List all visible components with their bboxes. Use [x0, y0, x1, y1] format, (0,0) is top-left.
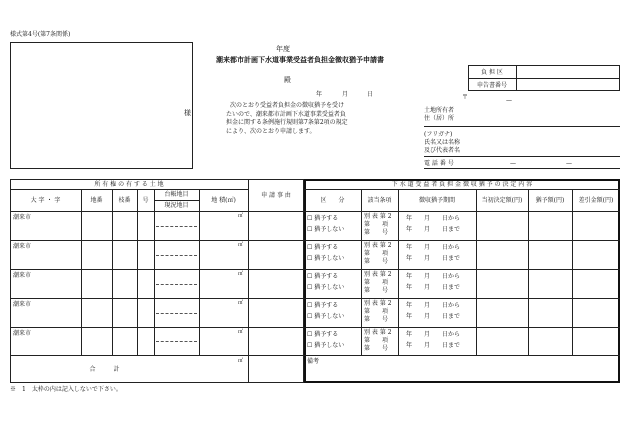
period-from: 年 月 日から: [406, 273, 461, 280]
residence-label: 住（居）所: [424, 115, 455, 122]
article-line-3: 第 号: [364, 287, 389, 294]
date-month: 月: [342, 91, 349, 98]
article-line-2: 第 項: [364, 279, 389, 286]
col-net: 差引金額(円): [578, 197, 614, 204]
date-year: 年: [316, 91, 323, 98]
addressee-label: 殿: [284, 76, 291, 84]
article-line-1: 別 表 第 2: [364, 300, 392, 307]
article-line-3: 第 号: [364, 345, 389, 352]
period-to: 年 月 日まで: [406, 284, 461, 291]
intro-text: 次のとおり受益者負担金の徴収猶予を受け たいので、潮来都市計画下水道事業受益者負 担金に関する条例施行規則第7条第2項の規定 により、次のとおり申請します。: [226, 102, 348, 135]
row-unit: ㎡: [238, 242, 244, 248]
col-initial: 当初決定額(円): [481, 197, 523, 204]
row-unit: ㎡: [238, 329, 244, 335]
stamp-box: [10, 42, 193, 169]
option-no-defer[interactable]: ☐ 猶予しない: [307, 284, 345, 291]
option-defer[interactable]: ☐ 猶予する: [307, 244, 339, 251]
article-line-3: 第 号: [364, 258, 389, 265]
land-group-header: 所 有 権 の 有 す る 土 地: [94, 181, 164, 188]
article-line-2: 第 項: [364, 250, 389, 257]
sama-label: 様: [184, 109, 191, 117]
article-line-1: 別 表 第 2: [364, 213, 392, 220]
article-line-1: 別 表 第 2: [364, 242, 392, 249]
period-to: 年 月 日まで: [406, 313, 461, 320]
row-unit: ㎡: [238, 271, 244, 277]
form-code: 様式第4号(第7条関係): [10, 31, 71, 38]
period-to: 年 月 日まで: [406, 255, 461, 262]
period-from: 年 月 日から: [406, 331, 461, 338]
col-deferred: 猶予額(円): [535, 197, 565, 204]
row-unit: ㎡: [238, 213, 244, 219]
option-defer[interactable]: ☐ 猶予する: [307, 331, 339, 338]
article-line-1: 別 表 第 2: [364, 329, 392, 336]
col-period: 徴収猶予期間: [418, 197, 455, 204]
col-chiban: 地番: [90, 197, 103, 204]
option-no-defer[interactable]: ☐ 猶予しない: [307, 226, 345, 233]
furigana-label: (フリガナ): [424, 131, 453, 138]
period-to: 年 月 日まで: [406, 226, 461, 233]
col-current: 現況地目: [164, 202, 189, 209]
year-label: 年度: [276, 45, 290, 53]
name-label: 氏名又は名称: [424, 139, 461, 146]
article-line-2: 第 項: [364, 221, 389, 228]
land-owner-label: 土地所有者: [424, 107, 455, 114]
total-unit: ㎡: [238, 358, 244, 364]
option-no-defer[interactable]: ☐ 猶予しない: [307, 313, 345, 320]
postal-dash: —: [506, 97, 512, 104]
row-city: 潮来市: [13, 214, 32, 221]
period-from: 年 月 日から: [406, 215, 461, 222]
col-area: 地 積(㎡): [211, 197, 236, 204]
row-unit: ㎡: [238, 300, 244, 306]
col-article: 該当条項: [367, 197, 392, 204]
option-defer[interactable]: ☐ 猶予する: [307, 215, 339, 222]
article-line-2: 第 項: [364, 337, 389, 344]
option-no-defer[interactable]: ☐ 猶予しない: [307, 255, 345, 262]
article-line-3: 第 号: [364, 316, 389, 323]
col-kubun: 区 分: [320, 197, 345, 204]
postal-mark: 〒: [462, 94, 469, 101]
col-edaban: 枝番: [118, 197, 131, 204]
remarks-label: 備考: [307, 358, 320, 365]
date-day: 日: [367, 91, 374, 98]
phone-dash-2: —: [566, 160, 572, 167]
col-aza: 大 字 ・ 字: [30, 197, 61, 204]
col-reason: 申 請 事 由: [261, 192, 291, 199]
article-line-3: 第 号: [364, 229, 389, 236]
col-ledger: 台帳地目: [164, 191, 189, 198]
row-city: 潮来市: [13, 272, 32, 279]
total-label: 合 計: [89, 366, 120, 373]
period-from: 年 月 日から: [406, 244, 461, 251]
option-defer[interactable]: ☐ 猶予する: [307, 273, 339, 280]
article-line-1: 別 表 第 2: [364, 271, 392, 278]
district-label: 負 担 区: [481, 69, 503, 76]
phone-dash-1: —: [510, 160, 516, 167]
footnote: ※ 1 太枠の内は記入しないで下さい。: [10, 386, 122, 393]
option-defer[interactable]: ☐ 猶予する: [307, 302, 339, 309]
phone-label: 電 話 番 号: [424, 160, 454, 167]
rep-label: 及び代表者名: [424, 147, 461, 154]
row-city: 潮来市: [13, 330, 32, 337]
period-from: 年 月 日から: [406, 302, 461, 309]
row-city: 潮来市: [13, 243, 32, 250]
col-go: 号: [142, 197, 149, 204]
article-line-2: 第 項: [364, 308, 389, 315]
land-table: [10, 179, 304, 383]
report-no-label: 申告書番号: [476, 82, 507, 89]
option-no-defer[interactable]: ☐ 猶予しない: [307, 342, 345, 349]
period-to: 年 月 日まで: [406, 342, 461, 349]
decision-group-header: 下 水 道 受 益 者 負 担 金 徴 収 猶 予 の 決 定 内 容: [391, 181, 533, 188]
row-city: 潮来市: [13, 301, 32, 308]
page-title: 潮来都市計画下水道事業受益者負担金徴収猶予申請書: [216, 55, 384, 64]
